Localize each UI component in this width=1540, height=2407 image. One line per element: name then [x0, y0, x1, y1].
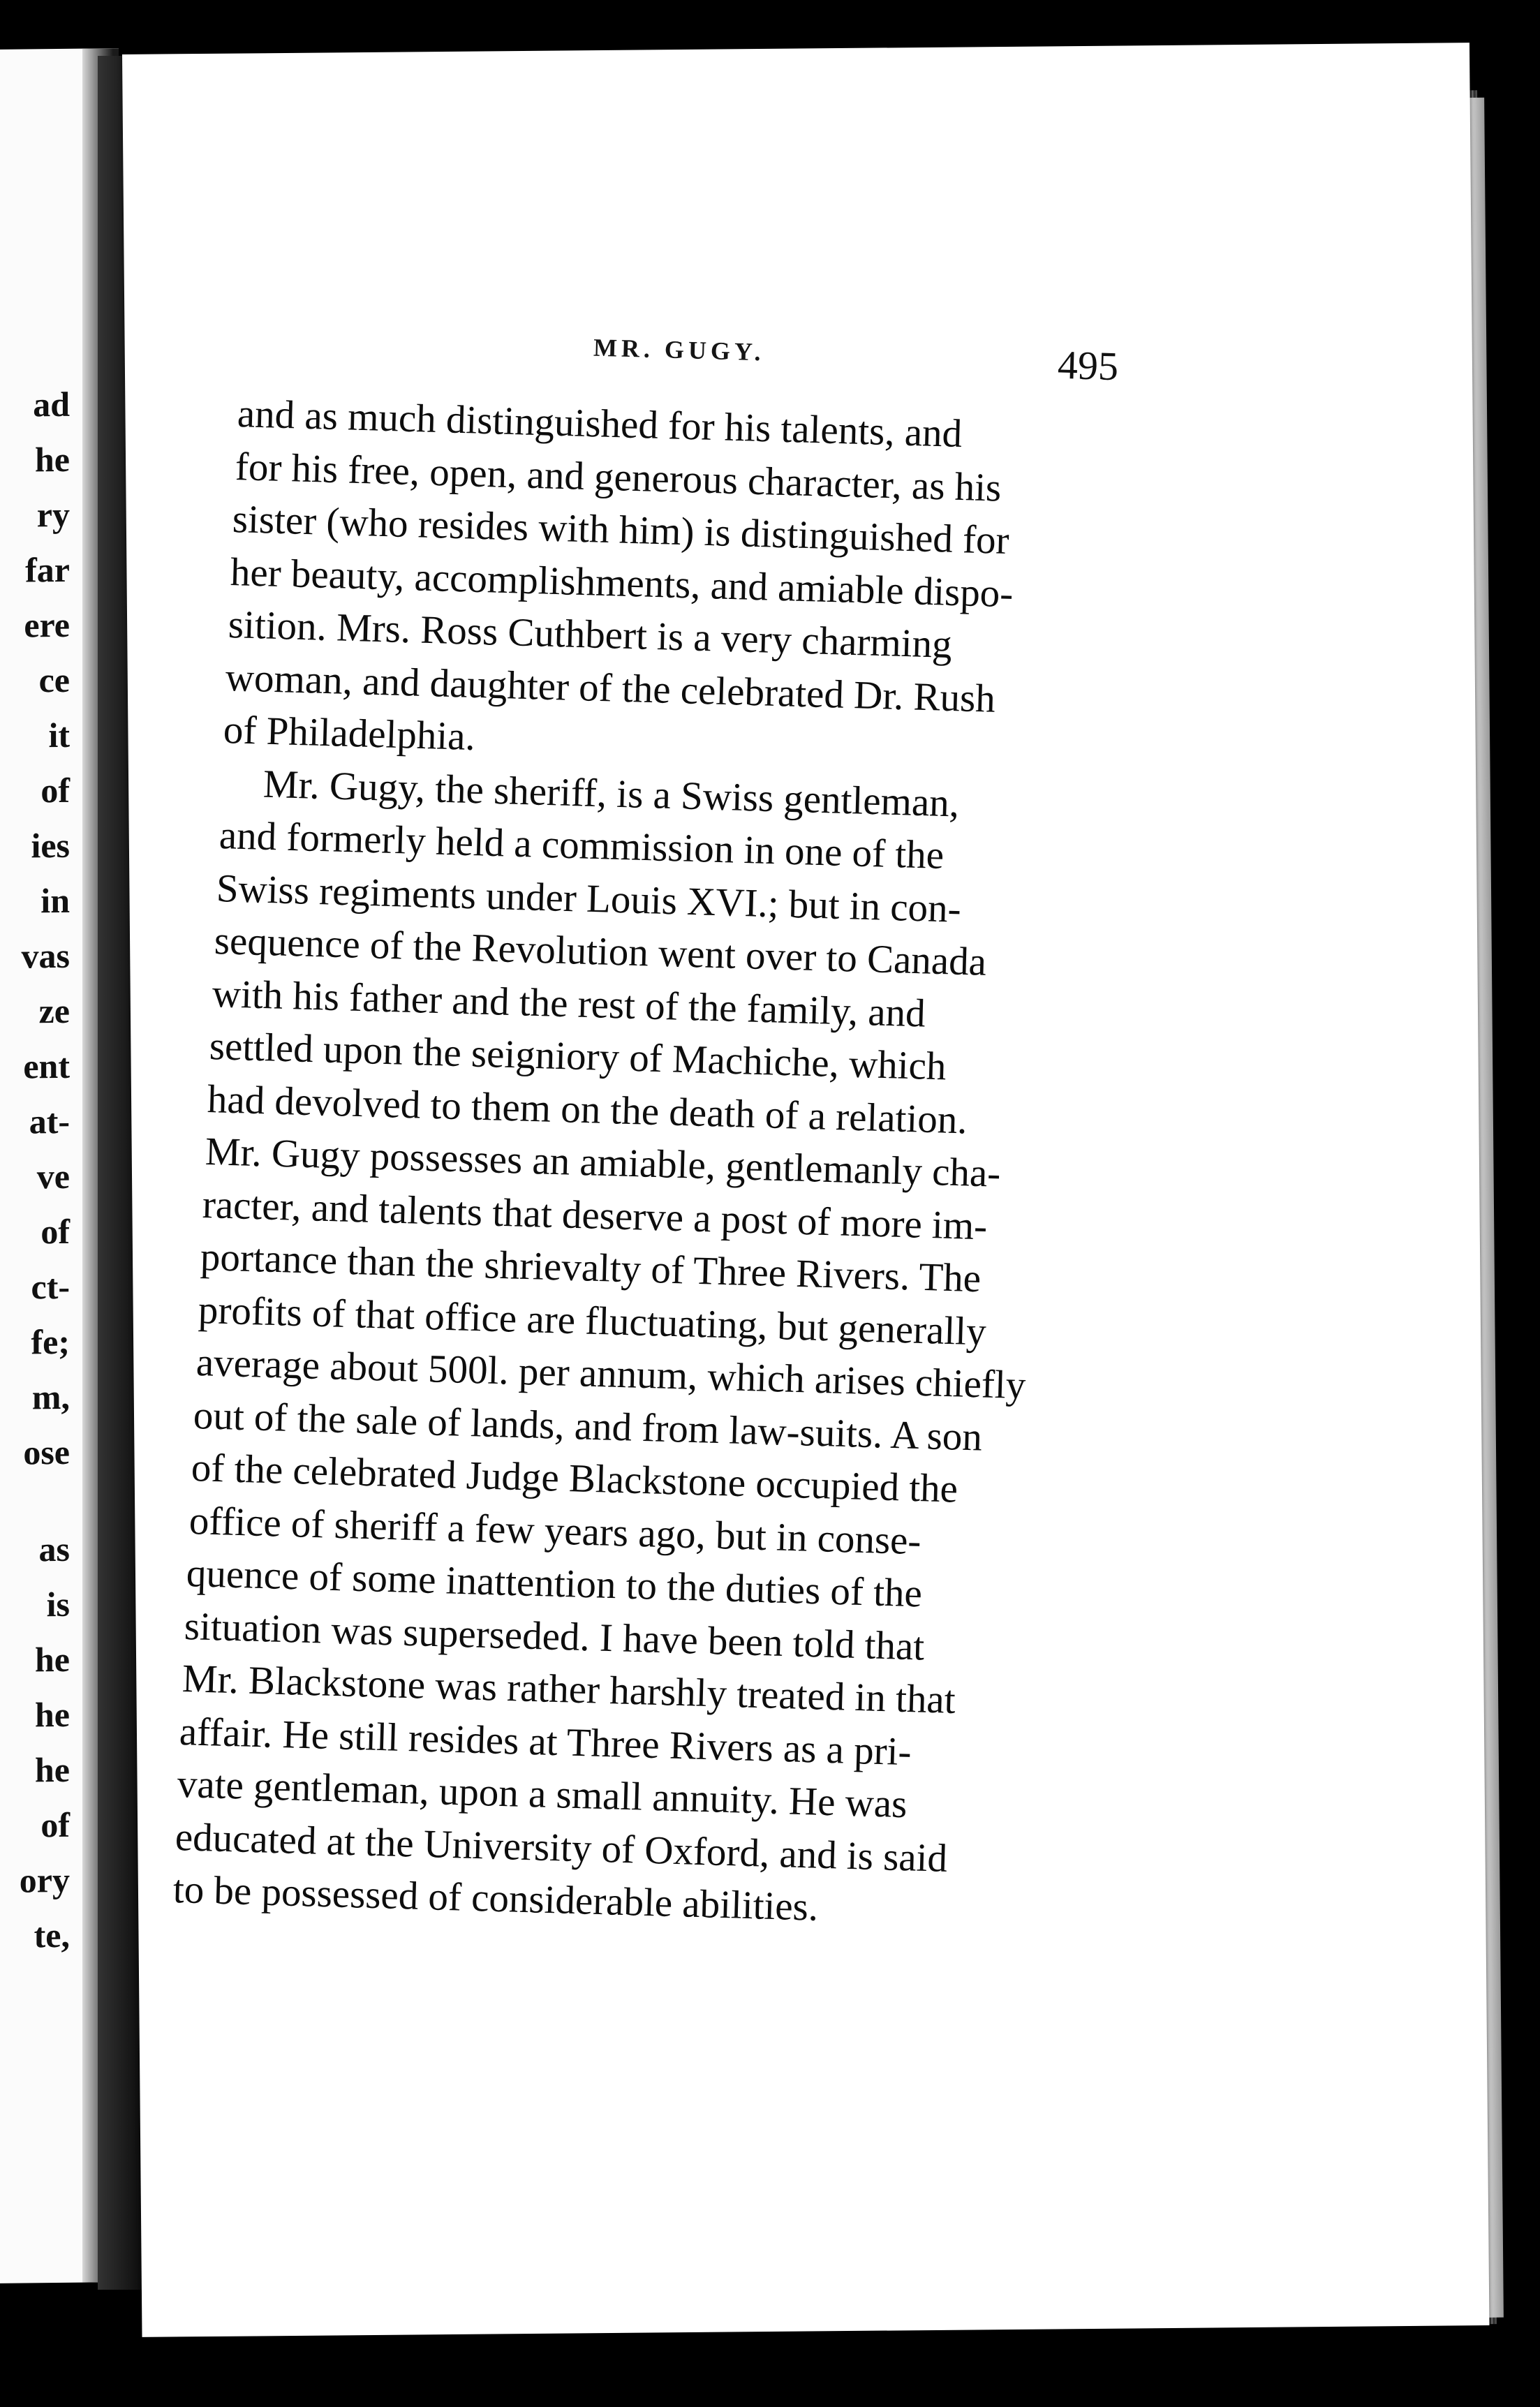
- text-line: for his free, open, and generous character, as his: [235, 444, 1002, 510]
- text-line: office of sheriff a few years ago, but in conse-: [188, 1498, 922, 1563]
- text-line: and as much distinguished for his talents, and: [237, 392, 963, 456]
- left-fragment: ad: [33, 384, 70, 424]
- left-fragment: is: [46, 1584, 70, 1624]
- text-line: had devolved to them on the death of a relation.: [207, 1076, 968, 1142]
- body-text: [172, 387, 1145, 1930]
- text-line: of Philadelphia.: [223, 708, 476, 760]
- left-fragment: ry: [36, 494, 70, 535]
- left-fragment: ere: [24, 605, 70, 645]
- text-line: with his father and the rest of the family, and: [212, 971, 926, 1036]
- text-line: average about 500l. per annum, which arises chiefly: [195, 1340, 1027, 1408]
- text-line: to be possessed of considerable abilities.: [172, 1867, 819, 1930]
- left-fragment: in: [40, 880, 70, 921]
- left-fragment: fe;: [31, 1321, 70, 1362]
- left-page-text-fragments: [0, 377, 70, 1964]
- text-line: out of the sale of lands, and from law-suits. A son: [193, 1393, 983, 1460]
- text-line: racter, and talents that deserve a post of more im-: [202, 1182, 989, 1248]
- page-number: 495: [1057, 341, 1119, 390]
- running-header: MR. GUGY.: [593, 333, 766, 366]
- left-fragment: ies: [31, 825, 70, 866]
- text-line: Mr. Gugy possesses an amiable, gentlemanly cha-: [205, 1130, 1002, 1196]
- left-fragment: he: [35, 1694, 70, 1735]
- text-line: quence of some inattention to the duties of the: [186, 1551, 923, 1616]
- text-line: and formerly held a commission in one of the: [219, 813, 945, 877]
- text-line: settled upon the seigniory of Machiche, which: [209, 1024, 947, 1089]
- text-line: sister (who resides with him) is distinguished for: [232, 497, 1010, 563]
- left-fragment: ve: [36, 1156, 70, 1197]
- left-fragment: he: [35, 1749, 70, 1790]
- text-line: situation was superseded. I have been told that: [184, 1604, 926, 1669]
- text-line: sequence of the Revolution went over to Canada: [214, 919, 987, 984]
- left-fragment: m,: [31, 1377, 70, 1417]
- left-fragment: of: [40, 770, 70, 810]
- left-fragment: ct-: [31, 1266, 70, 1307]
- text-line: Mr. Blackstone was rather harshly treated in that: [182, 1657, 956, 1722]
- left-fragment: ory: [19, 1860, 70, 1900]
- left-fragment: he: [35, 1639, 70, 1680]
- text-line: woman, and daughter of the celebrated Dr. Rush: [225, 655, 996, 721]
- left-fragment: at-: [29, 1101, 70, 1141]
- text-line: Swiss regiments under Louis XVI.; but in con-: [216, 866, 962, 931]
- text-line: profits of that office are fluctuating, but generally: [198, 1287, 987, 1354]
- text-line: vate gentleman, upon a small annuity. He was: [177, 1762, 908, 1827]
- text-line: affair. He still resides at Three Rivers as a pri-: [179, 1709, 912, 1774]
- text-line: educated at the University of Oxford, and is said: [175, 1814, 948, 1881]
- left-fragment: he: [35, 439, 70, 480]
- left-fragment: vas: [21, 935, 70, 976]
- text-line: sition. Mrs. Ross Cuthbert is a very charming: [228, 602, 953, 667]
- left-fragment: far: [25, 549, 70, 590]
- text-line: her beauty, accomplishments, and amiable dispo-: [230, 549, 1014, 616]
- text-line: portance than the shrievalty of Three Rivers. The: [200, 1235, 982, 1301]
- left-fragment: of: [40, 1805, 70, 1845]
- left-fragment: it: [48, 715, 70, 755]
- left-fragment: ce: [38, 660, 70, 700]
- left-fragment: ent: [23, 1046, 70, 1086]
- left-fragment: of: [40, 1211, 70, 1252]
- left-fragment: ze: [38, 991, 70, 1031]
- left-fragment: te,: [34, 1915, 70, 1955]
- text-line: of the celebrated Judge Blackstone occupied the: [191, 1446, 958, 1511]
- left-fragment: ose: [23, 1432, 70, 1472]
- left-fragment: as: [38, 1529, 70, 1569]
- text-line: Mr. Gugy, the sheriff, is a Swiss gentleman,: [262, 762, 960, 826]
